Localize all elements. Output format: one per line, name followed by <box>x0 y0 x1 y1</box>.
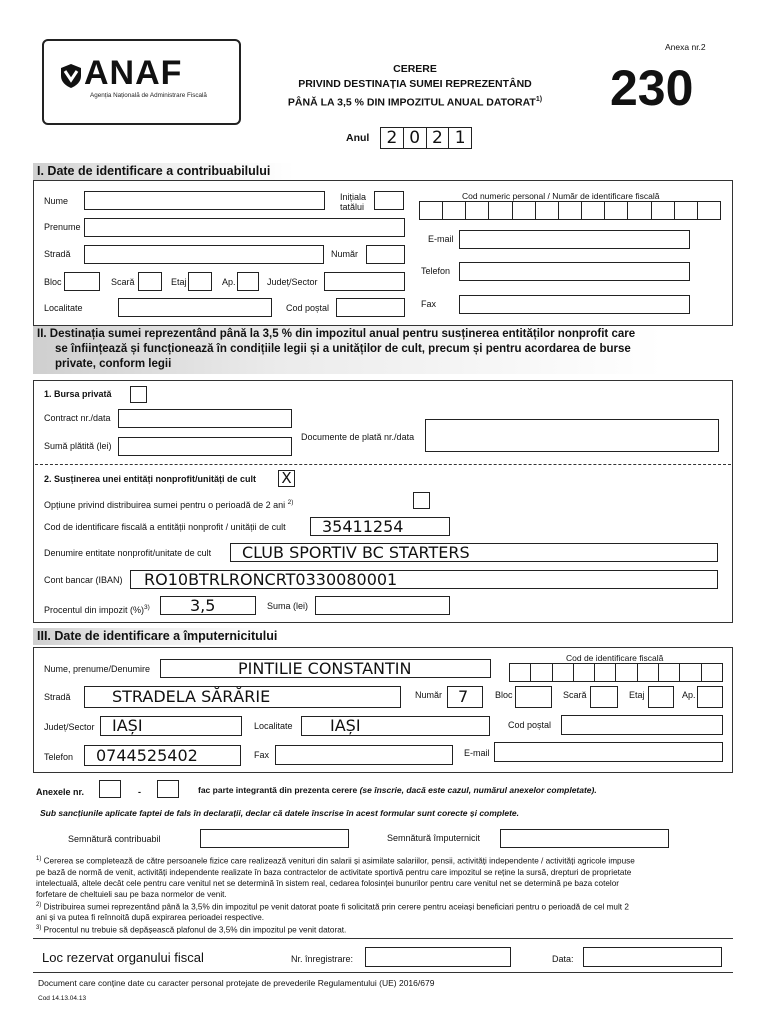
footnote-1-cont: intelectuală, altele decât cele pentru care venitul net se determină în sistem real, cedarea folosinței bunurilor pentru care venitul net se determină pe baza cotelor <box>36 878 620 888</box>
data-input[interactable] <box>583 947 722 967</box>
title-line-1: CERERE <box>393 63 437 75</box>
optiune-checkbox[interactable] <box>413 492 430 509</box>
bursa-label: 1. Bursa privată <box>44 389 112 399</box>
anexa-from-input[interactable] <box>99 780 121 798</box>
documente-input[interactable] <box>425 419 719 452</box>
year-digit: 2 <box>427 128 450 148</box>
anexa-dash: - <box>138 787 141 797</box>
fax-label: Fax <box>421 299 437 309</box>
imp-nume-value: PINTILIE CONSTANTIN <box>238 659 412 678</box>
section-1-title: I. Date de identificare a contribuabilului <box>33 163 323 180</box>
anexe-text: fac parte integrantă din prezenta cerere (se înscrie, dacă este cazul, numărul anexelor completate). <box>198 785 597 795</box>
imp-ap-label: Ap. <box>682 690 696 700</box>
anaf-logo-frame <box>42 39 241 125</box>
cif-value: 35411254 <box>322 517 404 536</box>
scara-label: Scară <box>111 277 135 287</box>
anexele-label: Anexele nr. <box>36 787 85 797</box>
year-field[interactable] <box>380 127 472 149</box>
nume-input[interactable] <box>84 191 325 210</box>
imp-numar-label: Număr <box>415 690 443 700</box>
prenume-label: Prenume <box>44 222 81 232</box>
section-2-divider <box>35 464 731 465</box>
semnatura-imputernicit-input[interactable] <box>500 829 669 848</box>
bursa-checkbox[interactable] <box>130 386 147 403</box>
optiune-label: Opțiune privind distribuirea sumei pentru o perioadă de 2 ani $^{2)}$ <box>44 499 294 510</box>
numar-label: Număr <box>331 249 359 259</box>
imp-fax-label: Fax <box>254 750 270 760</box>
imp-bloc-input[interactable] <box>515 686 552 708</box>
imp-localitate-label: Localitate <box>254 721 293 731</box>
contract-label: Contract nr./data <box>44 413 111 423</box>
sustinere-label: 2. Susținerea unei entități nonprofit/unități de cult <box>44 474 257 484</box>
imp-telefon-label: Telefon <box>44 752 74 762</box>
footnote-1-cont: pe bază de normă de venit, activități independente realizate în baza contractelor de activitate sportivă pentru care impozitul se reține la sursă, drepturi de proprietate <box>36 867 632 877</box>
cif-label: Cod de identificare fiscală a entității nonprofit / unității de cult <box>44 522 286 532</box>
imp-telefon-value: 0744525402 <box>96 746 198 765</box>
semnatura-imputernicit-label: Semnătură împuternicit <box>387 833 481 843</box>
semnatura-contribuabil-label: Semnătură contribuabil <box>68 834 161 844</box>
judet-label: Județ/Sector <box>267 277 318 287</box>
anaf-logo-subtitle: Agenția Națională de Administrare Fiscală <box>90 92 207 99</box>
cnp-input[interactable] <box>419 201 721 220</box>
footnote-2: $^{2)}$ Distribuirea sumei reprezentând până la 3,5% din impozitul pe venit datorat poate fi solicitată prin cerere pentru aceiași beneficiari pentru o perioadă de cel mult 2 <box>36 901 629 912</box>
form-title <box>270 62 560 111</box>
imp-localitate-value: IAȘI <box>330 716 361 735</box>
imp-cod-fiscal-label: Cod de identificare fiscală <box>566 653 664 663</box>
gdpr-text: Document care conține date cu caracter personal protejate de prevederile Regulamentului (UE) 2016/679 <box>38 978 435 988</box>
prenume-input[interactable] <box>84 218 405 237</box>
shield-icon <box>60 63 82 89</box>
iban-value: RO10BTRLRONCRT0330080001 <box>144 570 398 589</box>
reserved-top-rule <box>33 938 733 939</box>
form-number: 230 <box>610 60 694 116</box>
bloc-input[interactable] <box>64 272 100 291</box>
year-digit: 1 <box>454 128 466 148</box>
cod-postal-label: Cod poștal <box>286 303 330 313</box>
footnote-1-cont: forfetare de cheltuieli sau pe baza normelor de venit. <box>36 889 227 899</box>
imp-fax-input[interactable] <box>275 745 453 765</box>
ap-label: Ap. <box>222 277 236 287</box>
cod-postal-input[interactable] <box>336 298 405 317</box>
imp-etaj-input[interactable] <box>648 686 674 708</box>
footnote-2-cont: ani și va putea fi reînnoită după expirarea perioadei respective. <box>36 913 265 923</box>
data-label: Data: <box>552 954 574 964</box>
documente-label: Documente de plată nr./data <box>301 432 415 442</box>
strada-input[interactable] <box>84 245 324 264</box>
procent-value: 3,5 <box>190 596 216 615</box>
localitate-input[interactable] <box>118 298 272 317</box>
initiala-input[interactable] <box>374 191 404 210</box>
imp-scara-label: Scară <box>563 690 587 700</box>
suma-input[interactable] <box>315 596 450 615</box>
denumire-value: CLUB SPORTIV BC STARTERS <box>242 543 470 562</box>
title-line-2: PRIVIND DESTINAȚIA SUMEI REPREZENTÂND <box>298 78 532 90</box>
nr-inregistrare-label: Nr. înregistrare: <box>291 954 354 964</box>
imp-email-input[interactable] <box>494 742 723 762</box>
year-digit: 2 <box>381 128 404 148</box>
imp-email-label: E-mail <box>464 748 490 758</box>
iban-label: Cont bancar (IBAN) <box>44 575 123 585</box>
anaf-logo-text: ANAF <box>84 54 183 92</box>
nr-inregistrare-input[interactable] <box>365 947 511 967</box>
footnote-3: $^{3)}$ Procentul nu trebuie să depășească plafonul de 3,5% din impozitul pe venit datorat. <box>36 925 347 936</box>
imp-cod-postal-input[interactable] <box>561 715 723 735</box>
section-2-title: II. Destinația sumei reprezentând până la 3,5 % din impozitul anual pentru susținerea entităților nonprofit care se înființează și funcționează în condițiile legii și a unităților de cult, precum și pentru acordarea de burse private, conform legii <box>33 326 733 374</box>
year-digit: 0 <box>404 128 427 148</box>
footnote-1: $^{1)}$ Cererea se completează de către persoanele fizice care realizează venituri din salarii și asimilate salariilor, pensii, activități independente / activități agricole impuse <box>36 856 635 866</box>
etaj-label: Etaj <box>171 277 187 287</box>
strada-label: Stradă <box>44 249 71 259</box>
imp-bloc-label: Bloc <box>495 690 513 700</box>
imp-judet-value: IAȘI <box>112 716 143 735</box>
email-input[interactable] <box>459 230 690 249</box>
imp-numar-value: 7 <box>458 687 469 706</box>
suma-label: Suma (lei) <box>267 601 309 611</box>
declaration-text: Sub sancțiunile aplicate faptei de fals în declarații, declar că datele înscrise în acest formular sunt corecte și complete. <box>40 808 520 818</box>
annex-label: Anexa nr.2 <box>665 42 706 52</box>
localitate-label: Localitate <box>44 303 83 313</box>
contract-input[interactable] <box>118 409 292 428</box>
telefon-label: Telefon <box>421 266 451 276</box>
imp-cod-fiscal-input[interactable] <box>509 663 723 682</box>
imp-strada-value: STRADELA SĂRĂRIE <box>112 687 271 706</box>
initiala-label: Inițiala tatălui <box>340 192 367 212</box>
imp-scara-input[interactable] <box>590 686 618 708</box>
imp-judet-label: Județ/Sector <box>44 722 95 732</box>
loc-rezervat-label: Loc rezervat organului fiscal <box>42 950 204 965</box>
numar-input[interactable] <box>366 245 405 264</box>
suma-platita-input[interactable] <box>118 437 292 456</box>
imp-nume-label: Nume, prenume/Denumire <box>44 664 151 674</box>
year-label: Anul <box>346 132 370 144</box>
bloc-label: Bloc <box>44 277 62 287</box>
ap-input[interactable] <box>237 272 259 291</box>
scara-input[interactable] <box>138 272 162 291</box>
imp-strada-label: Stradă <box>44 692 71 702</box>
imp-etaj-label: Etaj <box>629 690 645 700</box>
footnotes <box>36 854 736 936</box>
telefon-input[interactable] <box>459 262 690 281</box>
imp-ap-input[interactable] <box>697 686 723 708</box>
anexa-to-input[interactable] <box>157 780 179 798</box>
nume-label: Nume <box>44 196 69 206</box>
semnatura-contribuabil-input[interactable] <box>200 829 349 848</box>
suma-platita-label: Sumă plătită (lei) <box>44 441 112 451</box>
title-line-3: PÂNĂ LA 3,5 % DIN IMPOZITUL ANUAL DATORAT$^{1)}$ <box>287 96 543 109</box>
etaj-input[interactable] <box>188 272 212 291</box>
section-3-title: III. Date de identificare a împuternicitului <box>33 628 303 645</box>
sustinere-checkbox[interactable]: X <box>278 470 295 487</box>
procent-label: Procentul din impozit (%)$^{3)}$ <box>44 604 150 615</box>
cnp-label: Cod numeric personal / Număr de identificare fiscală <box>462 191 660 201</box>
fax-input[interactable] <box>459 295 690 314</box>
denumire-label: Denumire entitate nonprofit/unitate de cult <box>44 548 212 558</box>
email-label: E-mail <box>428 234 454 244</box>
judet-input[interactable] <box>324 272 405 291</box>
form-code: Cod 14.13.04.13 <box>38 995 87 1002</box>
imp-cod-postal-label: Cod poștal <box>508 720 552 730</box>
reserved-bottom-rule <box>33 972 733 973</box>
